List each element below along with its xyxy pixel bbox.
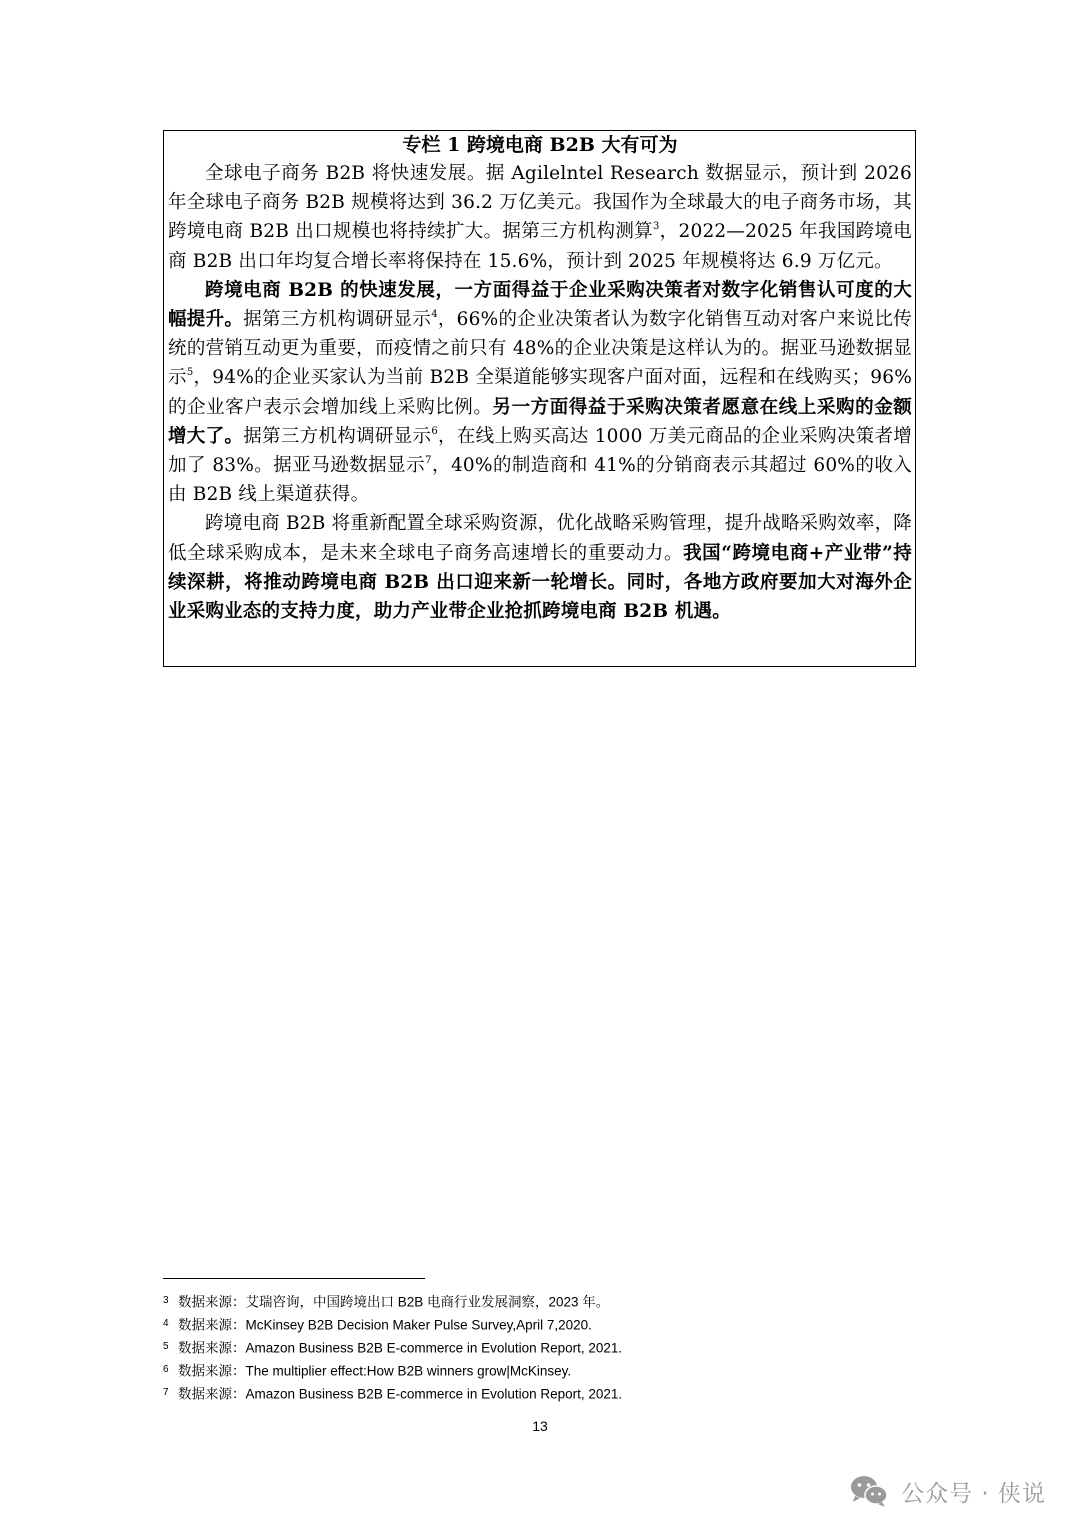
footnote-ref-6[interactable]: 6 — [431, 425, 438, 437]
footnote-ref-5[interactable]: 5 — [186, 367, 194, 379]
p2-text-e: ，在线上购买高达 1000 万美元商品的企业采购决策者增加了 83%。据亚马逊数据显示 — [168, 425, 912, 477]
footnote-text: 数据来源：艾瑞咨询，中国跨境出口 B2B 电商行业发展洞察，2023 年。 — [178, 1294, 610, 1310]
feature-box — [163, 130, 916, 667]
p3-text-a: 跨境电商 B2B 将重新配置全球采购资源，优化战略采购管理，提升战略采购效率，降低全球采购成本，是未来全球电子商务高速增长的重要动力。 — [168, 513, 912, 564]
footnote-number: 7 — [163, 1387, 169, 1398]
footnote-item — [163, 1336, 923, 1359]
p2-text-b: ，66%的企业决策者认为数字化销售互动对客户来说比传统的营销互动更为重要，而疫情之前只有 48%的企业决策是这样认为的。据亚马逊数据显示 — [168, 309, 912, 389]
p2-text-a: 据第三方机构调研显示 — [243, 309, 432, 331]
footnote-text: 数据来源：McKinsey B2B Decision Maker Pulse Survey,April 7,2020. — [178, 1317, 592, 1333]
footnote-number: 6 — [163, 1364, 169, 1375]
p2-text-f: ，40%的制造商和 41%的分销商表示其超过 60%的收入由 B2B 线上渠道获得。 — [168, 455, 912, 506]
footnote-text: 数据来源：The multiplier effect:How B2B winners grow|McKinsey. — [178, 1363, 572, 1379]
p1-text-a: 全球电子商务 B2B 将快速发展。据 Agilelntel Research 数据显示，预计到 2026 年全球电子商务 B2B 规模将达到 36.2 万亿美元。我国作为全球最大的电子商务市场，其跨境电商 B2B 出口规模也将持续扩大。据第三方机构测算 — [168, 163, 912, 243]
wechat-icon — [849, 1474, 889, 1508]
paragraph-1 — [168, 159, 912, 276]
p1-text-b: ，2022—2025 年我国跨境电商 B2B 出口年均复合增长率将保持在 15.6%，预计到 2025 年规模将达 6.9 万亿元。 — [168, 221, 912, 272]
paragraph-2 — [168, 276, 912, 510]
footnote-item — [163, 1382, 923, 1405]
footnote-ref-3[interactable]: 3 — [652, 221, 660, 233]
footnote-item — [163, 1290, 923, 1313]
footnote-number: 3 — [163, 1295, 169, 1306]
box-title: 专栏 1 跨境电商 B2B 大有可为 — [402, 134, 678, 156]
footnote-ref-7[interactable]: 7 — [425, 455, 432, 467]
footnotes — [163, 1290, 923, 1405]
watermark — [849, 1474, 1046, 1508]
footnote-text: 数据来源：Amazon Business B2B E-commerce in Evolution Report, 2021. — [178, 1340, 623, 1356]
footnote-item — [163, 1359, 923, 1382]
watermark-text: 公众号 · 侠说 — [901, 1480, 1046, 1507]
footnote-divider — [163, 1278, 425, 1279]
p2-bold-1: 跨境电商 B2B 的快速发展，一方面得益于企业采购决策者对数字化销售认可度的大幅提升。 — [168, 279, 912, 331]
footnote-ref-4[interactable]: 4 — [431, 309, 438, 321]
footnote-text: 数据来源：Amazon Business B2B E-commerce in Evolution Report, 2021. — [178, 1386, 623, 1402]
footnote-number: 4 — [163, 1318, 169, 1329]
page-number: 13 — [532, 1418, 548, 1434]
paragraph-3 — [168, 509, 912, 626]
p2-bold-2: 另一方面得益于采购决策者愿意在线上采购的金额增大了。 — [168, 396, 913, 447]
footnote-item — [163, 1313, 923, 1336]
p2-text-d: 据第三方机构调研显示 — [243, 425, 432, 447]
footnote-number: 5 — [163, 1341, 169, 1352]
p2-text-c: ，94%的企业买家认为当前 B2B 全渠道能够实现客户面对面，远程和在线购买；96%的企业客户表示会增加线上采购比例。 — [168, 367, 912, 418]
p3-bold: 我国“跨境电商+产业带”持续深耕，将推动跨境电商 B2B 出口迎来新一轮增长。同时，各地方政府要加大对海外企业采购业态的支持力度，助力产业带企业抢抓跨境电商 B2B 机遇。 — [168, 542, 913, 623]
